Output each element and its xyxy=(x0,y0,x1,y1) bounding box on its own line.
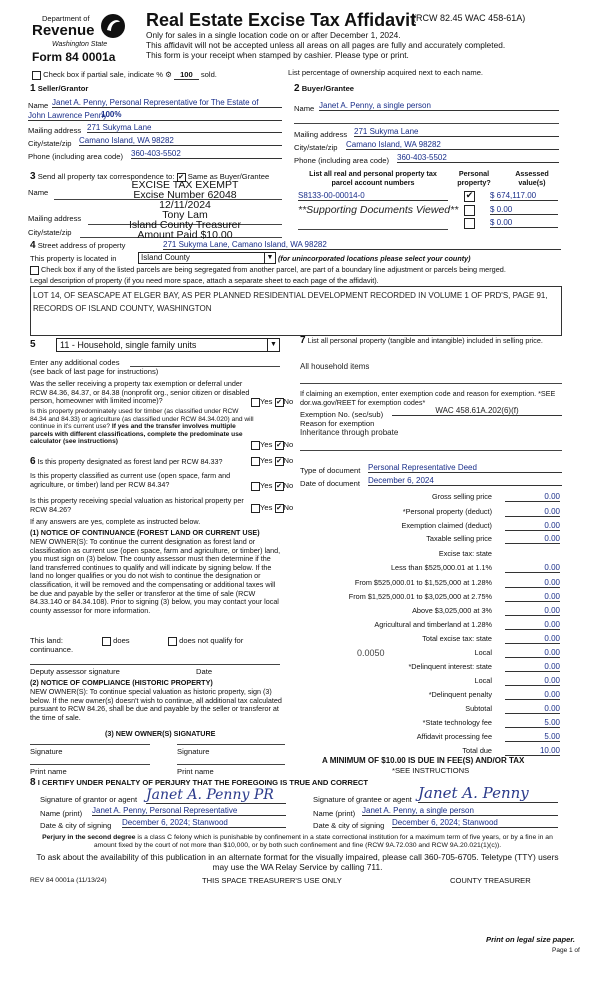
buyer-address[interactable]: 271 Sukyma Lane xyxy=(354,127,559,137)
treasurer-stamp xyxy=(110,180,260,240)
accessibility-note: To ask about the availability of this publication in an alternate format for the visually impaired, please call 360-705-6705. Teletype (TTY) users may use the WA Relay Service by calling 711. xyxy=(36,852,559,872)
segregation-checkbox[interactable] xyxy=(30,266,39,275)
no-label: No xyxy=(283,397,294,406)
notice-compliance-text: NEW OWNER(S): To continue special valuation as historic property, sign (3) below. If the new owner(s) doesn't wish to continue, all additional tax calculated pursuant to RCW 84.26, shall be due and payable by the seller or transferor at the time of sale. xyxy=(30,687,282,722)
county-treasurer-label: COUNTY TREASURER xyxy=(450,876,531,885)
section-6-number: 6 xyxy=(30,456,36,467)
agency-label: Revenue xyxy=(32,22,95,39)
tax-row-value[interactable]: 0.00 xyxy=(505,662,560,672)
tax-row-label: Above $3,025,000 at 3% xyxy=(412,606,492,615)
exemption-number[interactable]: WAC 458.61A.202(6)(f) xyxy=(392,406,562,416)
no-label: No xyxy=(283,503,294,512)
current-use-no-checkbox[interactable]: ✔ xyxy=(276,482,282,490)
local-rate: 0.0050 xyxy=(357,648,385,658)
section-2-number: 2 xyxy=(294,83,300,94)
yes-label: Yes xyxy=(260,440,273,449)
grantee-signature[interactable]: Janet A. Penny xyxy=(418,784,558,803)
exemption-answer xyxy=(251,397,293,407)
tax-row xyxy=(300,634,562,645)
personal-property-checkbox[interactable] xyxy=(464,205,475,216)
form-rcw: (RCW 82.45 WAC 458-61A) xyxy=(413,13,526,23)
buyer-city-label: City/state/zip xyxy=(294,143,338,152)
parcel-number[interactable]: S8133-00-00014-0 xyxy=(298,191,448,201)
header-note-2: This affidavit will not be accepted unless all areas on all pages are fully and accurately completed. xyxy=(146,40,506,50)
tax-row-value[interactable]: 5.00 xyxy=(505,718,560,728)
parcel-line xyxy=(298,229,448,230)
grantor-signature-label: Signature of grantor or agent xyxy=(40,795,138,804)
perjury-note xyxy=(30,834,565,850)
does-option xyxy=(102,636,130,646)
does-not-label: does not qualify for xyxy=(179,636,244,645)
grantee-signature-label: Signature of grantee or agent xyxy=(313,795,412,804)
tax-row xyxy=(300,676,562,687)
buyer-heading: Buyer/Grantee xyxy=(301,84,355,93)
tax-row-label: *Delinquent interest: state xyxy=(408,662,492,671)
owner-sig-line-1 xyxy=(30,744,150,745)
document-date[interactable]: December 6, 2024 xyxy=(368,476,562,486)
tax-row-label: Less than $525,000.01 at 1.1% xyxy=(390,563,492,572)
location-label: This property is located in xyxy=(30,254,117,263)
seller-section xyxy=(30,84,88,93)
see-instructions-note: *SEE INSTRUCTIONS xyxy=(392,766,470,775)
section-7-number: 7 xyxy=(300,335,306,346)
certify-statement: I CERTIFY UNDER PENALTY OF PERJURY THAT THE FOREGOING IS TRUE AND CORRECT xyxy=(37,778,369,787)
segregation-label: Check box if any of the listed parcels are being segregated from another parcel, are part of a boundary line adjustment or parcels being merged. xyxy=(41,265,506,274)
partial-sale-label: Check box if partial sale, indicate % xyxy=(43,70,163,79)
seller-address[interactable]: 271 Sukyma Lane xyxy=(87,123,282,133)
tax-row-value[interactable]: 0.00 xyxy=(505,690,560,700)
tax-row xyxy=(300,578,562,589)
tax-row-value[interactable]: 0.00 xyxy=(505,606,560,616)
forest-question-text: Is this property designated as forest land per RCW 84.33? xyxy=(37,457,223,466)
owner-print-line-1 xyxy=(30,764,150,765)
tax-row xyxy=(300,521,562,532)
section-1-number: 1 xyxy=(30,83,36,94)
seller-heading: Seller/Grantor xyxy=(37,84,89,93)
current-use-question: Is this property classified as current use (open space, farm and agriculture, or timber) land per RCW 84.34? xyxy=(30,471,231,489)
tax-row xyxy=(300,549,562,560)
current-use-answer xyxy=(251,481,293,491)
section-5-number: 5 xyxy=(30,339,36,350)
grantee-name-label: Name (print) xyxy=(313,809,356,818)
notice-continuance-text: NEW OWNER(S): To continue the current designation as forest land or classification as current use (open space, farm and agriculture, or timber) land, you must sign on (3) below. The county assessor must then determine if the land transferred continues to qualify and will indicate by signing below. If the land no longer qualifies or you do not wish to continue the designation or classification, it will be removed and the compensating or additional taxes will be due and payable by the seller or transferor at the time of sale (RCW 84.33.140 or 84.34.108). Prior to signing (3) below, you may contact your local county assessor for more information. xyxy=(30,537,281,615)
tax-row-label: Gross selling price xyxy=(431,492,492,501)
does-checkbox[interactable] xyxy=(102,637,111,646)
partial-sale-suffix: sold. xyxy=(200,70,217,79)
parcel-number[interactable]: **Supporting Documents Viewed** xyxy=(298,204,459,216)
tax-row-label: Local xyxy=(474,648,492,657)
stamp-line: Tony Lam xyxy=(162,209,208,221)
grantee-date[interactable]: December 6, 2024; Stanwood xyxy=(392,818,558,828)
section-8-number: 8 xyxy=(30,777,36,788)
does-not-checkbox[interactable] xyxy=(168,637,177,646)
tax-row xyxy=(300,606,562,617)
does-not-option xyxy=(168,636,243,646)
grantor-signature[interactable]: Janet A. Penny PR xyxy=(146,787,286,804)
does-label: does xyxy=(113,636,130,645)
personal-property-checkbox[interactable]: ✔ xyxy=(465,190,474,200)
exemption-claim-text: If claiming an exemption, enter exemption code and reason for exemption. *SEE dor.wa.gov/REET for exemption codes* xyxy=(300,389,556,407)
personal-property-list-text: List all personal property (tangible and intangible) included in selling price. xyxy=(307,336,543,345)
dept-label: Department of xyxy=(42,14,90,23)
deputy-date-label: Date xyxy=(196,667,213,676)
percent-icon: ⚙ xyxy=(165,70,172,79)
land-use-value: 11 - Household, single family units xyxy=(60,340,197,350)
legal-paper-note: Print on legal size paper. xyxy=(486,935,576,944)
seller-name-2[interactable]: John Lawrence Penny xyxy=(28,111,282,121)
no-label: No xyxy=(283,481,294,490)
tax-row-label: Excise tax: state xyxy=(438,549,492,558)
buyer-name-line-2 xyxy=(294,123,559,124)
tax-row-label: From $1,525,000.01 to $3,025,000 at 2.75% xyxy=(348,592,492,601)
tax-row-value[interactable]: 0.00 xyxy=(505,534,560,544)
owner-sig-line-2 xyxy=(177,744,285,745)
state-label: Washington State xyxy=(52,41,108,48)
county-select-value: Island County xyxy=(141,253,190,262)
grantor-name-label: Name (print) xyxy=(40,809,83,818)
tax-row-label: Subtotal xyxy=(465,704,492,713)
tax-row xyxy=(300,704,562,715)
current-use-yes-checkbox[interactable] xyxy=(251,482,260,491)
header-note-1: Only for sales in a single location code on or after December 1, 2024. xyxy=(146,30,401,40)
county-select[interactable] xyxy=(138,252,276,264)
tax-row-label: Affidavit processing fee xyxy=(416,732,492,741)
tax-row xyxy=(300,620,562,631)
tax-row-value[interactable]: 0.00 xyxy=(505,676,560,686)
tax-row xyxy=(300,507,562,518)
deputy-signature-line xyxy=(30,664,280,665)
continuance-label: continuance. xyxy=(30,645,74,654)
stamp-line: 12/11/2024 xyxy=(159,199,211,211)
treasurer-use-label: THIS SPACE TREASURER'S USE ONLY xyxy=(202,876,342,885)
buyer-phone-label: Phone (including area code) xyxy=(294,156,389,165)
personal-property-checkbox[interactable] xyxy=(464,218,475,229)
if-yes-note: If any answers are yes, complete as instructed below. xyxy=(30,517,201,526)
seller-phone-label: Phone (including area code) xyxy=(28,152,123,161)
tax-row-value[interactable]: 0.00 xyxy=(505,592,560,602)
owner-print-label: Print name xyxy=(177,767,214,776)
historic-yes-checkbox[interactable] xyxy=(251,504,260,513)
personal-property-header: Personal property? xyxy=(457,169,491,187)
seller-address-label: Mailing address xyxy=(28,126,82,135)
perjury-text: is a class C felony which is punishable by confinement in a state correctional institution for a maximum term of five years, or by a fine in an amount fixed by the court of not more than $10,000, or by both such confinement and fine (RCW 9A.72.030 and RCW 9A.20.021(1)(c)). xyxy=(93,834,553,849)
partial-sale-row xyxy=(32,70,217,80)
page-number: Page 1 of xyxy=(552,947,580,954)
tax-row-label: Taxable selling price xyxy=(426,534,492,543)
timber-yes-checkbox[interactable] xyxy=(251,441,260,450)
forest-answer xyxy=(251,456,293,466)
tax-row xyxy=(300,563,562,574)
stamp-line: EXCISE TAX EXEMPT xyxy=(131,179,239,191)
section-4-number: 4 xyxy=(30,240,36,251)
minimum-due-note: A MINIMUM OF $10.00 IS DUE IN FEE(S) AND/OR TAX xyxy=(322,756,525,765)
owner-print-line-2 xyxy=(177,764,285,765)
owner-print-label: Print name xyxy=(30,767,67,776)
timber-question-text: Is this property predominately used for timber (as classified under RCW 84.34 and 84.33) or agriculture (as classified under RCW 84.34.020) and will continue in it's current use? xyxy=(30,408,254,431)
historic-no-checkbox[interactable]: ✔ xyxy=(276,504,282,512)
stamp-line: Island County Treasurer xyxy=(128,219,242,231)
new-owner-signature-heading: (3) NEW OWNER(S) SIGNATURE xyxy=(105,729,216,738)
partial-sale-percent[interactable]: 100 xyxy=(174,70,199,80)
grantee-date-label: Date & city of signing xyxy=(313,821,385,830)
timber-answer xyxy=(251,440,293,450)
dor-logo xyxy=(30,12,130,66)
exemption-no-checkbox[interactable]: ✔ xyxy=(276,398,282,406)
legal-description-label: Legal description of property (if you need more space, attach a separate sheet to each page of the affidavit). xyxy=(30,276,379,285)
tax-row-label: Agricultural and timberland at 1.28% xyxy=(374,620,492,629)
personal-property-list-label xyxy=(300,337,562,346)
chevron-down-icon: ▼ xyxy=(264,253,275,263)
tax-row-value[interactable]: 0.00 xyxy=(505,521,560,531)
seller-name-label: Name xyxy=(28,101,49,110)
tax-row-label: *Personal property (deduct) xyxy=(402,507,492,516)
exemption-reason[interactable]: Inheritance through probate xyxy=(300,428,399,437)
legal-description-field[interactable]: LOT 14, OF SEASCAPE AT ELGER BAY, AS PER PLANNED RESIDENTIAL DEVELOPMENT RECORDED IN VOLUME 1 OF PRD'S, PAGE 91, RECORDS OF ISLAND COUNTY, WASHINGTON xyxy=(30,286,562,336)
sec3-city-label: City/state/zip xyxy=(28,228,72,237)
perjury-bold: Perjury in the second degree xyxy=(42,834,136,841)
tax-row xyxy=(300,534,562,545)
exemption-reason-label: Reason for exemption xyxy=(300,419,375,428)
same-as-buyer-checkbox[interactable]: ✔ xyxy=(178,173,185,181)
tax-row xyxy=(300,718,562,729)
seller-city-label: City/state/zip xyxy=(28,139,72,148)
tax-row xyxy=(300,648,562,659)
segregation-row xyxy=(30,265,506,275)
tax-row xyxy=(300,732,562,743)
ownership-note: List percentage of ownership acquired next to each name. xyxy=(288,68,484,77)
certify-row xyxy=(30,778,368,787)
assessed-value-header: Assessed value(s) xyxy=(515,169,549,187)
reason-line xyxy=(300,450,562,451)
exemption-yes-checkbox[interactable] xyxy=(251,398,260,407)
assessed-value[interactable]: $ 0.00 xyxy=(490,218,558,228)
deputy-signature-label: Deputy assessor signature xyxy=(30,667,120,676)
document-date-label: Date of document xyxy=(300,479,360,488)
yes-label: Yes xyxy=(260,456,273,465)
assessed-value[interactable]: $ 674,117.00 xyxy=(490,191,558,201)
seller-city[interactable]: Camano Island, WA 98282 xyxy=(79,136,282,146)
buyer-section xyxy=(294,84,354,93)
tax-row-value[interactable]: 10.00 xyxy=(505,746,560,756)
section-3-number: 3 xyxy=(30,171,36,182)
tax-row-value[interactable]: 0.00 xyxy=(505,563,560,573)
tax-row xyxy=(300,592,562,603)
stamp-line: Amount Paid $10.00 xyxy=(137,229,233,241)
personal-property-items[interactable]: All household items xyxy=(300,362,370,371)
document-type-label: Type of document xyxy=(300,466,361,475)
buyer-name[interactable]: Janet A. Penny, a single person xyxy=(319,101,559,111)
tax-row xyxy=(300,662,562,673)
tax-row-label: Exemption claimed (deduct) xyxy=(401,521,492,530)
sec3-address-label: Mailing address xyxy=(28,214,82,223)
yes-label: Yes xyxy=(260,481,273,490)
buyer-address-label: Mailing address xyxy=(294,130,348,139)
form-title: Real Estate Excise Tax Affidavit xyxy=(146,10,417,30)
exemption-number-label: Exemption No. (sec/sub) xyxy=(300,410,384,419)
grantor-date-label: Date & city of signing xyxy=(40,821,112,830)
sec3-label: Send all property tax correspondence to: xyxy=(37,172,175,181)
chevron-down-icon: ▼ xyxy=(267,339,279,351)
tax-row-value[interactable]: 0.00 xyxy=(505,648,560,658)
yes-label: Yes xyxy=(260,397,273,406)
tax-row-label: From $525,000.01 to $1,525,000 at 1.28% xyxy=(354,578,492,587)
parcels-header: List all real and personal property tax parcel account numbers xyxy=(309,169,437,187)
land-use-select[interactable] xyxy=(56,338,280,352)
no-label: No xyxy=(283,456,294,465)
additional-codes-label: Enter any additional codes xyxy=(30,358,120,367)
sec4-street-row xyxy=(30,241,125,250)
tax-row-value[interactable]: 0.00 xyxy=(505,578,560,588)
timber-question-note: If yes and the transfer involves multiple parcels with different classifications, complete the predominate use calculator (see instructions) xyxy=(30,423,243,446)
logo-swirl-icon xyxy=(100,12,126,40)
document-type[interactable]: Personal Representative Deed xyxy=(368,463,562,473)
timber-question xyxy=(30,408,254,446)
stamp-line: Excise Number 62048 xyxy=(133,189,237,201)
assessed-value[interactable]: $ 0.00 xyxy=(490,205,558,215)
historic-question: Is this property receiving special valuation as historical property per RCW 84.26? xyxy=(30,496,244,514)
tax-row-label: *Delinquent penalty xyxy=(428,690,492,699)
seller-phone[interactable]: 360-403-5502 xyxy=(131,149,282,159)
yes-label: Yes xyxy=(260,503,273,512)
historic-answer xyxy=(251,503,293,513)
street-address-label: Street address of property xyxy=(37,241,126,250)
sec3-name-label: Name xyxy=(28,188,49,197)
partial-sale-checkbox[interactable] xyxy=(32,71,41,80)
tax-row-value[interactable]: 0.00 xyxy=(505,492,560,502)
same-as-buyer-label: Same as Buyer/Grantee xyxy=(187,172,270,181)
buyer-name-label: Name xyxy=(294,104,315,113)
exemption-question: Was the seller receiving a property tax exemption or deferral under RCW 84.36, 84.37, or 84.38 (nonprofit org., senior citizen or disabled person, homeowner with limited income)? xyxy=(30,379,250,406)
buyer-city[interactable]: Camano Island, WA 98282 xyxy=(346,140,559,150)
seller-percent[interactable]: 100% xyxy=(101,110,122,119)
grantor-name[interactable]: Janet A. Penny, Personal Representative xyxy=(92,806,286,816)
grantor-date[interactable]: December 6, 2024; Stanwood xyxy=(122,818,286,828)
tax-row-value[interactable]: 0.00 xyxy=(505,704,560,714)
location-note: (for unincorporated locations please select your county) xyxy=(278,254,471,263)
property-street-address[interactable]: 271 Sukyma Lane, Camano Island, WA 98282 xyxy=(163,240,561,250)
no-label: No xyxy=(283,440,294,449)
tax-row-value[interactable]: 5.00 xyxy=(505,732,560,742)
forest-yes-checkbox[interactable] xyxy=(251,457,260,466)
notice-compliance-heading: (2) NOTICE OF COMPLIANCE (HISTORIC PROPERTY) xyxy=(30,678,213,687)
tax-row-label: Total due xyxy=(462,746,492,755)
tax-row-value[interactable]: 0.00 xyxy=(505,634,560,644)
owner-signature-label: Signature xyxy=(177,747,210,756)
form-number: Form 84 0001a xyxy=(32,50,116,64)
tax-row xyxy=(300,492,562,503)
owner-signature-label: Signature xyxy=(30,747,63,756)
tax-row-label: *State technology fee xyxy=(422,718,492,727)
notice-continuance-heading: (1) NOTICE OF CONTINUANCE (FOREST LAND OR CURRENT USE) xyxy=(30,528,260,537)
tax-row-value[interactable]: 0.00 xyxy=(505,620,560,630)
tax-row xyxy=(300,690,562,701)
tax-row-value[interactable]: 0.00 xyxy=(505,507,560,517)
seller-name-1[interactable]: Janet A. Penny, Personal Representative for The Estate of xyxy=(52,98,282,108)
forest-no-checkbox[interactable]: ✔ xyxy=(276,457,282,465)
form-revision: REV 84 0001a (11/13/24) xyxy=(30,877,107,884)
grantee-name[interactable]: Janet A. Penny, a single person xyxy=(362,806,558,816)
buyer-phone[interactable]: 360-403-5502 xyxy=(397,153,559,163)
pp-line xyxy=(300,383,562,384)
tax-row-label: Total excise tax: state xyxy=(422,634,492,643)
tax-row-label: Local xyxy=(474,676,492,685)
header-note-3: This form is your receipt when stamped by cashier. Please type or print. xyxy=(146,50,409,60)
additional-codes-note: (see back of last page for instructions) xyxy=(30,367,159,376)
timber-no-checkbox[interactable]: ✔ xyxy=(276,441,282,449)
this-land-label: This land: xyxy=(30,636,63,645)
forest-question xyxy=(30,458,252,467)
